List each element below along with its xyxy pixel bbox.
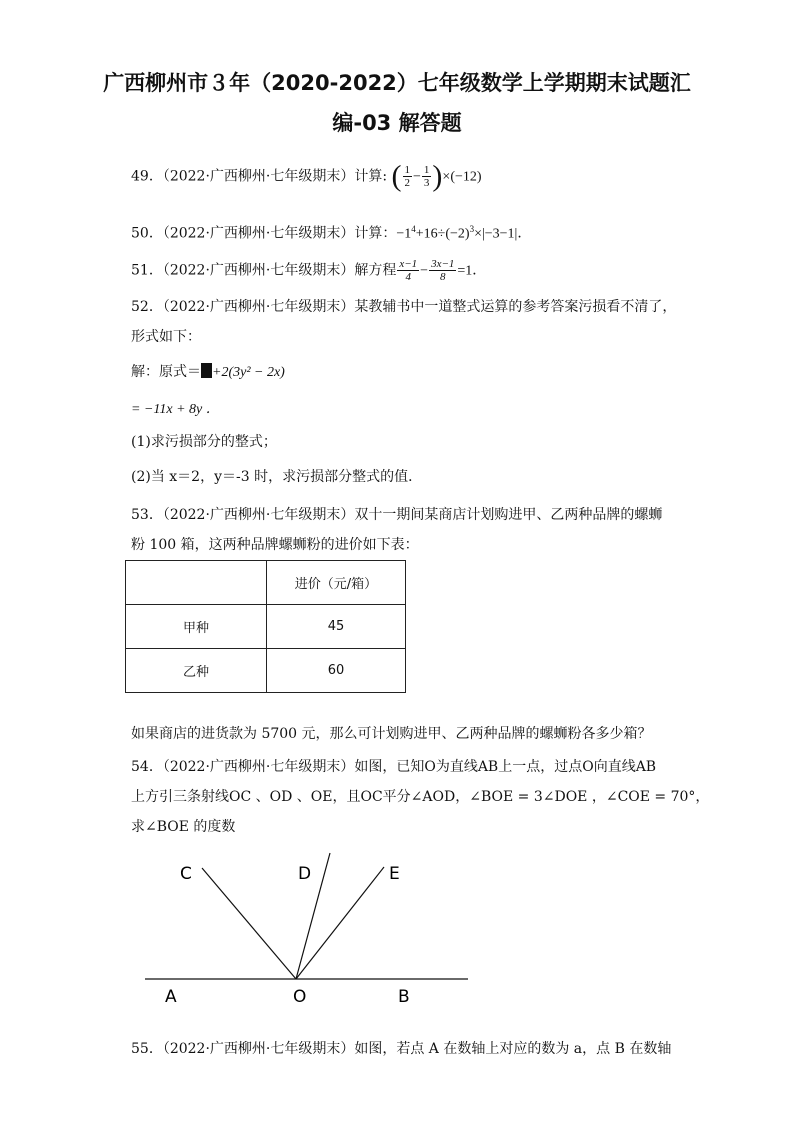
table-cell: 60: [267, 649, 406, 693]
label-o: O: [293, 987, 307, 1007]
question-54-line-3: 求∠BOE 的度数: [131, 819, 236, 835]
q49-frac2-den: 3: [423, 177, 430, 189]
table-cell: 甲种: [126, 605, 267, 649]
question-52-result: [131, 399, 220, 420]
q49-frac1-den: 2: [404, 177, 411, 189]
page-title-line-1: 广西柳州市３年（2020-2022）七年级数学上学期期末试题汇: [103, 71, 691, 95]
table-header-cell: [126, 561, 267, 605]
question-52-part-2: (2)当 x＝2，y＝-3 时，求污损部分整式的值．: [131, 469, 423, 485]
question-52-line-2: 形式如下：: [131, 329, 201, 345]
question-53-line-2: 粉 100 箱，这两种品牌螺蛳粉的进价如下表：: [131, 537, 419, 553]
label-a: A: [165, 987, 177, 1007]
question-51-prefix: 51．（2022·广西柳州·七年级期末）解方程: [131, 262, 397, 279]
question-54-line-1: 54．（2022·广西柳州·七年级期末）如图，已知O为直线AB上一点，过点O向直线AB: [131, 759, 657, 775]
q51-frac1-den: 4: [405, 271, 411, 283]
label-e: E: [389, 864, 400, 884]
q50-expr: −1: [396, 226, 412, 242]
q49-tail: (−12): [450, 169, 482, 185]
price-table: [125, 560, 406, 693]
q49-minus: −: [413, 169, 421, 185]
question-52-solution: [131, 362, 285, 383]
ray-oc: [202, 868, 296, 979]
question-52-line-1: 52．（2022·广西柳州·七年级期末）某教辅书中一道整式运算的参考答案污损看不清了，: [131, 299, 677, 315]
table-row: [126, 561, 406, 605]
question-51: [131, 258, 486, 283]
label-b: B: [398, 987, 410, 1007]
table-cell: 45: [267, 605, 406, 649]
table-cell: 乙种: [126, 649, 267, 693]
q52-result-text: = −11x + 8y ．: [131, 402, 220, 417]
question-49: 49．（2022·广西柳州·七年级期末）计算: ( $\frac{1}{2}$ − $\frac{1}{3}$ )×(−12): [131, 159, 482, 193]
question-52-part-1: (1)求污损部分的整式；: [131, 434, 277, 450]
q50-tail: ×|−3−1|: [474, 226, 518, 242]
q51-frac1-num: x−1: [399, 258, 418, 270]
q50-end: ．: [517, 225, 532, 242]
q51-tail: =1．: [457, 263, 487, 279]
q52-solution-tail: +2(3y² − 2x): [212, 365, 285, 380]
label-d: D: [298, 864, 312, 884]
table-row: [126, 649, 406, 693]
q50-exp2: 3: [469, 224, 475, 234]
q52-solution-prefix: 解：原式＝: [131, 364, 201, 380]
angle-diagram: [130, 845, 480, 1015]
q51-frac2-num: 3x−1: [431, 258, 455, 270]
question-53-question: 如果商店的进货款为 5700 元，那么可计划购进甲、乙两种品牌的螺蛳粉各多少箱？: [131, 726, 652, 742]
q49-frac2-num: 1: [423, 164, 430, 176]
q50-exp1: 4: [411, 224, 416, 234]
label-c: C: [180, 864, 192, 884]
question-54-line-2: 上方引三条射线OC 、OD 、OE，且OC平分∠AOD，∠BOE = 3∠DOE ，∠COE = 70°，: [131, 789, 710, 805]
question-53-line-1: 53．（2022·广西柳州·七年级期末）双十一期间某商店计划购进甲、乙两种品牌的螺蛳: [131, 507, 663, 523]
table-header-cell: 进价（元/箱）: [267, 561, 406, 605]
q50-mid: +16÷(−2): [415, 226, 470, 242]
question-50-prefix: 50．（2022·广西柳州·七年级期末）计算：: [131, 225, 397, 242]
page-title-line-2: 编-03 解答题: [332, 111, 462, 135]
question-50: [131, 219, 531, 245]
stain-blot: [201, 363, 212, 378]
q49-frac1-num: 1: [404, 164, 411, 176]
question-49-prefix: 49．（2022·广西柳州·七年级期末）计算:: [131, 168, 388, 185]
question-55-line-1: 55．（2022·广西柳州·七年级期末）如图，若点 A 在数轴上对应的数为 a，点 B 在数轴: [131, 1041, 672, 1057]
q49-times: ×: [442, 169, 451, 185]
q51-frac2-den: 8: [439, 271, 446, 283]
q51-minus: −: [420, 263, 429, 279]
table-row: [126, 605, 406, 649]
